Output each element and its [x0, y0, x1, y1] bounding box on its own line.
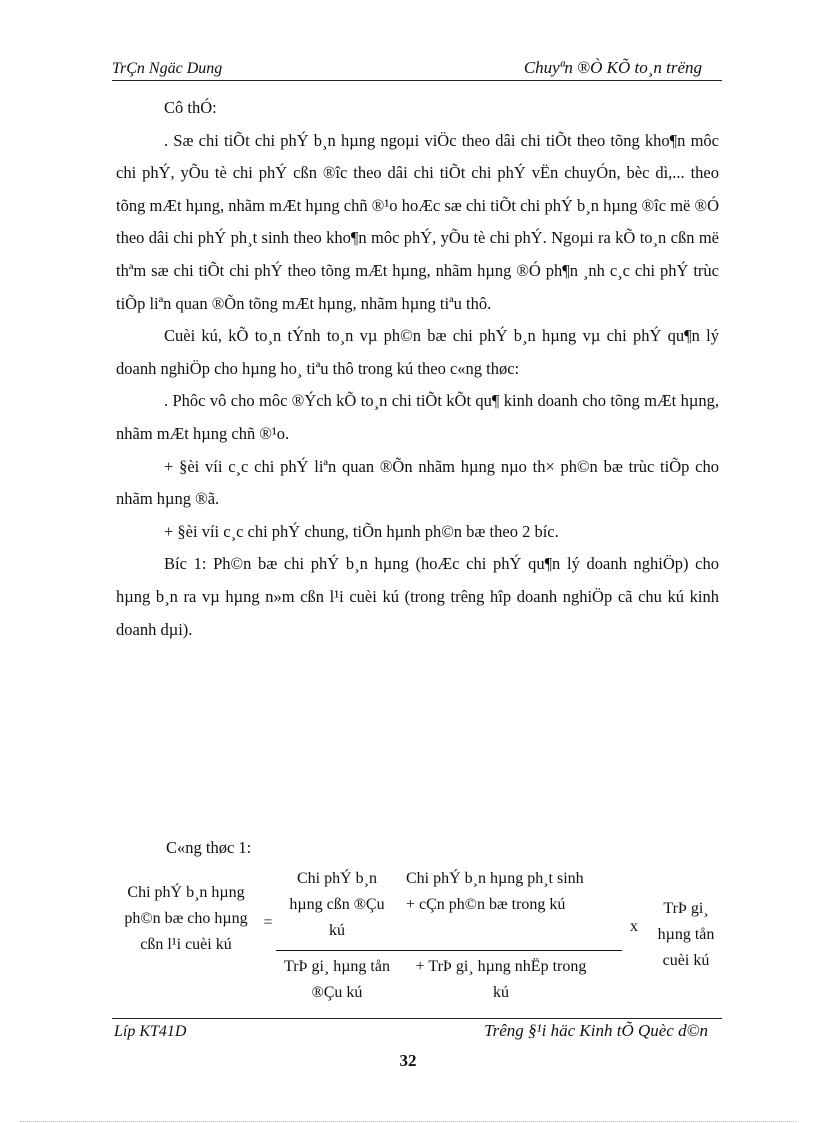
- formula-label: C«ng thøc 1:: [166, 838, 252, 857]
- formula-equals: =: [263, 914, 273, 931]
- paragraph: + §èi víi c¸c chi phÝ chung, tiÕn hµnh ph©n bæ theo 2 bíc.: [164, 521, 559, 541]
- header-author: TrÇn Ngäc Dung: [112, 60, 223, 77]
- fraction-bar: [276, 950, 622, 951]
- paragraph: Bíc 1: Ph©n bæ chi phÝ b¸n hµng (hoÆc chi phÝ qu¶n lý doanh nghiÖp) cho hµng b¸n ra vµ hµng n»m cßn l¹i cuèi kú (trong trêng hîp doanh nghiÖp cã chu kú kinh doanh dµi).: [116, 554, 719, 639]
- paragraph: . Sæ chi tiÕt chi phÝ b¸n hµng ngoµi viÖc theo dâi chi tiÕt theo tõng kho¶n môc chi phÝ, yÕu tè chi phÝ cßn ®îc theo dâi chi tiÕt chi phÝ vËn chuyÓn, bèc dì,... theo tõng mÆt hµng, nhãm mÆt hµng chñ ®¹o hoÆc sæ chi tiÕt chi phÝ b¸n hµng ®îc më ®Ó theo dâi chi phÝ ph¸t sinh theo kho¶n môc phÝ, yÕu tè chi phÝ. Ngoµi ra kÕ to¸n cßn më thªm sæ chi tiÕt chi phÝ theo tõng mÆt hµng, nhãm hµng ®Ó ph¶n ¸nh c¸c chi phÝ trùc tiÕp liªn quan ®Õn tõng mÆt hµng, nhãm hµng tiªu thô.: [116, 130, 719, 313]
- formula-times: x: [630, 918, 638, 935]
- formula-rhs: TrÞ gi¸ hµng tån cuèi kú: [657, 900, 715, 969]
- paragraph: Cô thÓ:: [164, 98, 217, 117]
- body-text: [116, 92, 719, 646]
- header-topic: Chuyªn ®Ò KÕ to¸n trëng: [523, 58, 702, 77]
- formula-lhs: Chi phÝ b¸n hµng ph©n bæ cho hµng cßn l¹i cuèi kú: [124, 884, 248, 953]
- page-header: [112, 58, 722, 81]
- paragraph: + §èi víi c¸c chi phÝ liªn quan ®Õn nhãm hµng nµo th× ph©n bæ trùc tiÕp cho nhãm hµng ®ã.: [116, 456, 719, 509]
- formula-denominator-2: + TrÞ gi¸ hµng nhËp trong kú: [415, 958, 587, 1001]
- formula-numerator-1: Chi phÝ b¸n hµng cßn ®Çu kú: [289, 870, 385, 939]
- footer-school: Trêng §¹i häc Kinh tÕ Quèc d©n: [484, 1021, 708, 1040]
- footer-class: Líp KT41D: [114, 1023, 187, 1040]
- paragraph: . Phôc vô cho môc ®Ých kÕ to¸n chi tiÕt kÕt qu¶ kinh doanh cho tõng mÆt hµng, nhãm mÆt hµng chñ ®¹o.: [116, 391, 719, 443]
- page-number: 32: [399, 1051, 417, 1070]
- paragraph: Cuèi kú, kÕ to¸n tÝnh to¸n vµ ph©n bæ chi phÝ b¸n hµng vµ chi phÝ qu¶n lý doanh nghiÖp cho hµng ho¸ tiªu thô trong kú theo c«ng thøc:: [116, 326, 719, 378]
- formula: [116, 862, 726, 1012]
- formula-numerator-2: Chi phÝ b¸n hµng ph¸t sinh + cÇn ph©n bæ trong kú: [406, 870, 584, 913]
- page-footer: [112, 1018, 722, 1040]
- page-edge-divider: [20, 1121, 796, 1122]
- formula-denominator-1: TrÞ gi¸ hµng tån ®Çu kú: [284, 958, 390, 1001]
